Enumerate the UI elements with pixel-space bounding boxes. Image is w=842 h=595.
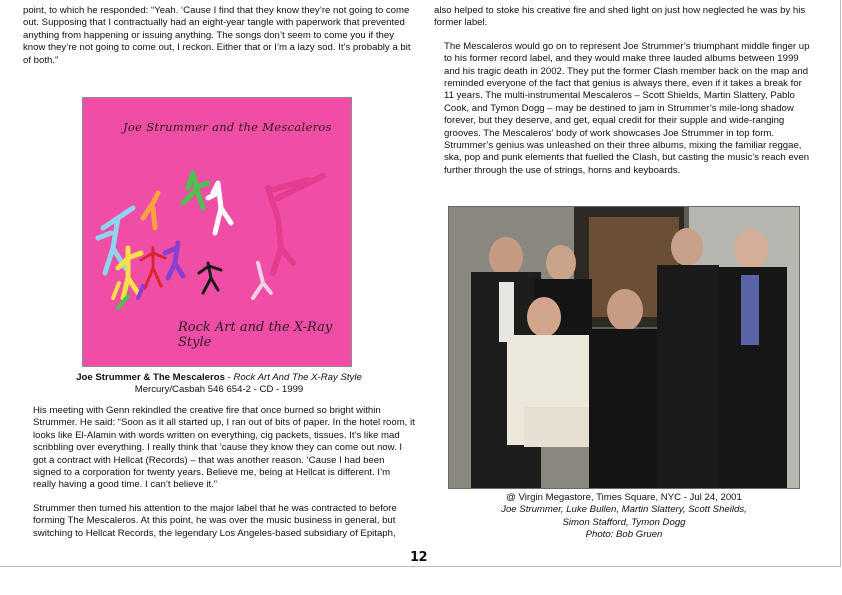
- right-paragraph-2: The Mescaleros would go on to represent Joe Strummer’s triumphant middle finger up to his former record label, and they would make three lauded albums between 1999 and his tragic death in 2002. They put the former Clash member back on the map and reminded everyone of the fact that genius is always there, even if it takes a break for 11 years. The multi-instrumental Mescaleros – Scott Shields, Martin Slattery, Pablo Cook, and Tymon Dogg – may be destined to jam in Strummer’s mile-long shadow forever, but they deserve, and get, equal credit for their supple and wide-ranging grooves. The Mescaleros’ body of work showcases Joe Strummer in top form. Strummer’s genius was unleashed on their three albums, mixing the familiar reggae, ska, pop and punk elements that fuelled the Clash, but casting the music’s reach even further through the use of strings, horns and keyboards.: [444, 40, 810, 176]
- album-caption-separator: -: [224, 372, 234, 383]
- album-cover: [82, 97, 352, 367]
- photo-caption-names-1: Joe Strummer, Luke Bullen, Martin Slattery, Scott Sheilds,: [501, 504, 747, 516]
- photo-caption: [434, 492, 814, 542]
- band-photo-art: [449, 207, 800, 489]
- album-caption-title: Rock Art And The X-Ray Style: [233, 372, 362, 383]
- left-paragraph-2: His meeting with Genn rekindled the creative fire that once burned so bright within Strummer. He said: “Soon as it all started up, I ran out of bits of paper. In the hotel room, it looks like El-Alamin with words written on everything, cig packets, tissues. It’s like mad scribbling over everything. I really think that ’cause they know they can come out now. I got a contract with Hellcat (Records) – that was another reason. ‘Cause I had been signed to a corporation for twenty years. Believe me, being at Hellcat is different. I’m really having a good time. I can’t believe it.”: [33, 405, 415, 491]
- album-caption: [23, 372, 415, 397]
- photo-caption-credit: Photo: Bob Gruen: [585, 529, 663, 541]
- left-column: [23, 5, 415, 67]
- album-cover-title: Joe Strummer and the Mescaleros: [123, 120, 332, 134]
- band-photo: [448, 206, 800, 489]
- album-caption-artist: Joe Strummer & The Mescaleros: [76, 372, 225, 383]
- photo-caption-names-2: Simon Stafford, Tymon Dogg: [562, 516, 686, 528]
- album-caption-release: Mercury/Casbah 546 654-2 - CD - 1999: [134, 384, 304, 396]
- left-paragraph-3: Strummer then turned his attention to the major label that he was contracted to before forming The Mescaleros. At this point, he was over the music business in general, but switching to Hellcat Records, the legendary Los Angeles-based subsidiary of Epitaph,: [33, 502, 397, 539]
- right-column: [434, 5, 814, 177]
- photo-caption-location: @ Virgin Megastore, Times Square, NYC - Jul 24, 2001: [506, 492, 742, 503]
- page-number: 12: [410, 550, 428, 565]
- right-paragraph-1: also helped to stoke his creative fire and shed light on just how neglected he was by his former label.: [434, 5, 806, 29]
- album-cover-subtitle: Rock Art and the X-Ray Style: [178, 320, 333, 350]
- left-column-lower: [23, 405, 415, 540]
- left-paragraph-1: point, to which he responded: “Yeah. ‘Cause I find that they know they’re not going to come out. Supposing that I contractually had an eight-year tangle with paperwork that prevented anything from happening or issuing anything. The songs don’t seem to come you if they know they’re not going to come out, I reckon. Either that or I’m a lazy sod. It’s probably a bit of both.”: [23, 5, 411, 66]
